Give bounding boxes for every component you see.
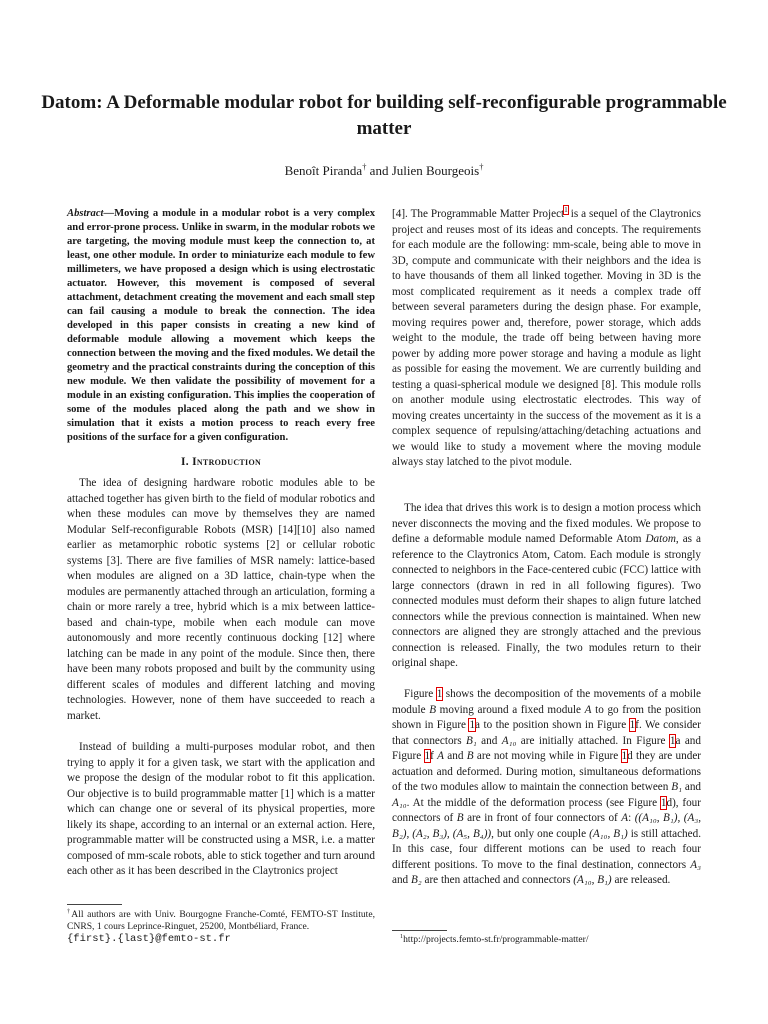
paragraph-text: a to the position shown in Figure [475, 719, 630, 731]
intro-paragraph-1: The idea of designing hardware robotic modules able to be attached together has given birth to the field of modular robotics and when these modules can move by themselves they are named Modular Self-reconfigurable Robots (MSR) [14][10] also named earlier as metamorphic robotic systems [2] or cellular robotic systems [3]. There are five families of MSR namely: lattice-based when modules are aligned on a 3D lattice, chain-type when the modules are permanently attached through an articulation, forming a chain or more rarely a tree, hybrid which is a mix between lattice-based and chain-type, mobile when each module can move autonomously and more recently continuous docking [12] where latching can be made in any point of the module. Since then, there have been many robots proposed and built by the community using different scales of modules and different latching and moving technologies. However, none of them have succeeded to reach a market. [67, 477, 375, 722]
paragraph-text: and [392, 874, 411, 886]
math-symbol: B [429, 703, 437, 716]
paragraph-text: moving around a fixed module [436, 703, 585, 716]
affiliation-text: All authors are with Univ. Bourgogne Franche-Comté, FEMTO-ST Institute, CNRS, 1 cours Leprince-Ringuet, 25200, Montbéliard, France. [67, 909, 375, 932]
paragraph-text: is still attached. In this case, four different motions can be used to reach four different positions. To move to the final destination, connectors [392, 827, 702, 871]
paragraph-text: to go from the position shown in Figure [392, 703, 702, 731]
paragraph-text: and [681, 781, 702, 793]
paragraph-text: [4]. The Programmable Matter Project [392, 208, 565, 220]
paragraph-text: f. We consider that connectors [392, 719, 701, 747]
math-symbol: A [437, 750, 444, 762]
figure-ref-link[interactable]: 1 [669, 734, 676, 747]
figure-ref-link[interactable]: 1 [621, 750, 628, 762]
paragraph-text: are not moving while in Figure [473, 750, 622, 762]
section-title: Introduction [192, 456, 262, 468]
author-separator: and [366, 163, 392, 178]
paragraph-text: d), four connectors of [392, 796, 701, 824]
affiliation-mark: † [479, 161, 484, 172]
math-symbol: B [466, 750, 474, 762]
project-url-link[interactable]: http://projects.femto-st.fr/programmable-matter/ [403, 934, 589, 945]
url-footnote [400, 934, 700, 946]
math-symbol: A [621, 812, 629, 824]
paragraph-text: Figure [404, 688, 437, 700]
abstract [67, 207, 375, 445]
paragraph-text: , as a reference to the Claytronics Atom, Catom. Each module is strongly connected to neighbors in the Face-centered cubic (FCC) lattice with large connectors (drawn in red in all following figures). Two connected modules must deform their shapes to align future latched connectors while the previous connection is maintained. When new connectors are aligned they are strongly attached and the previous connection is released. Finally, the two modules return to their original shape. [392, 533, 701, 669]
footnote-rule [392, 930, 447, 931]
figure-ref-link[interactable]: 1 [424, 750, 431, 762]
paragraph-text: a and Figure [392, 734, 701, 762]
math-expression: ((A₁₀, B₁), (A₃, B₂), (A₂, B₃), (A₅, B₄)) [392, 812, 702, 840]
footnote-link[interactable]: 1 [564, 206, 568, 215]
affiliation-footnote [67, 909, 375, 945]
paragraph-text: and [476, 734, 502, 747]
math-symbol: B₂ [410, 874, 422, 886]
paragraph-text: : [628, 812, 635, 824]
math-symbol: B [456, 812, 464, 824]
email-pattern: {first}.{last}@femto-st.fr [67, 933, 231, 945]
figure-ref-link[interactable]: 1 [436, 688, 443, 700]
math-symbol: A₃ [690, 858, 701, 871]
figure-ref-link[interactable]: 1 [660, 796, 667, 809]
author-name: Benoît Piranda [284, 163, 363, 178]
paragraph-text: are then attached and connectors [421, 874, 574, 886]
paragraph-text: f [430, 750, 438, 762]
paragraph-text: and [443, 750, 467, 762]
intro-paragraph-4 [392, 501, 701, 672]
datom-term: Datom [645, 533, 676, 545]
author-name: Julien Bourgeois [391, 163, 480, 178]
paragraph-text: is a sequel of the Claytronics project and reuses most of its ideas and concepts. The requirements for each module are the following: mm-scale, being able to move in 3D, compute and communicate with their neighbors and the idea is to have thousands of them all linked together. Moving in 3D is the most complicated requirement as it needs a complex trade off between several parameters during the design phase. For example, moving requires power and, therefore, power storage, which adds weight to the module, the trade off being between having more power by adding more power storage and having a module as light as possible for easing the movement. We are currently building and testing a quasi-spherical module we designed [8]. This module rolls on another module using electrostatic electrodes. This way of moving creates uncertainty in the success of the movement as it is a complex sequence of repulsing/attaching/detaching actuations and we would like to study a movement where the moving module always stay latched to the pivot module. [392, 208, 701, 468]
math-symbol: A₁₀ [392, 796, 407, 809]
math-symbol: A₁₀ [501, 734, 517, 747]
footnote-mark: 1 [400, 932, 404, 940]
figure-ref-link[interactable]: 1 [469, 719, 476, 731]
math-symbol: B₁ [466, 734, 477, 747]
paper-title: Datom: A Deformable modular robot for building self-reconfigurable programmable matter [41, 92, 727, 139]
footnote-rule [67, 904, 122, 905]
intro-paragraph-3 [392, 207, 701, 471]
author-line [40, 162, 728, 180]
paragraph-text: The idea that drives this work is to design a motion process which never disconnects the moving and the fixed modules. We propose to define a deformable module named Deformable Atom [392, 502, 701, 545]
abstract-dash: — [103, 208, 115, 219]
math-symbol: A [584, 703, 592, 716]
section-heading-introduction [67, 456, 375, 468]
paragraph-text: are released. [611, 874, 671, 886]
paragraph-text: . At the middle of the deformation process (see Figure [406, 796, 661, 809]
intro-paragraph-2: Instead of building a multi-purposes modular robot, and then trying to apply it for a given task, we start with the application and we propose the design of the modular robot to fit this application. Our objective is to build programmable matter [1] which is a matter which can change one or several of its physical properties, more likely its shape, according to an internal or an external action. Here, programmable matter will be constructed using a MSR, i.e. a matter composed of mm-scale robots, able to stick together and turn around each other as it has been described in the Claytronics project [67, 741, 375, 877]
paragraph-text: d they are under actuation and deformed. During motion, simultaneous deformations of the two modules allow to maintain the connection between [392, 750, 702, 793]
paragraph-text: shows the decomposition of the movements of a mobile module [392, 688, 701, 716]
footnote-mark: † [67, 907, 72, 915]
abstract-label: Abstract [67, 208, 104, 219]
paragraph-text: , but only one couple [491, 827, 590, 840]
math-symbol: B₁ [671, 781, 682, 793]
affiliation-mark: † [362, 161, 367, 172]
paragraph-text: are in front of four connectors of [463, 812, 622, 824]
math-expression: (A₁₀, B₁) [573, 874, 612, 886]
paragraph-text: are initially attached. In Figure [516, 734, 670, 747]
math-expression: (A₁₀, B₁) [589, 827, 628, 840]
section-number: I. [180, 456, 189, 468]
figure-ref-link[interactable]: 1 [629, 719, 636, 731]
intro-paragraph-5 [392, 687, 701, 889]
abstract-text: Moving a module in a modular robot is a very complex and error-prone process. Unlike in swarm, in the modular robots we are targeting, the moving module must keep the connection to, at least, one other module. In order to miniaturize each module to few millimeters, we have proposed a design which is using electrostatic actuator. However, this movement is composed of several attachment, detachment creating the movement and each small step can fail causing a module to break the connection. The idea developed in this paper consists in creating a new kind of deformable module allowing a movement which keeps the connection between the moving and the fixed modules. We detail the geometry and the practical constraints during the conception of this new module. We then validate the possibility of movement for a module in an existing configuration. This implies the cooperation of some of the modules placed along the path and we show in simulation that it exists a motion process to reach every free positions of the surface for a given configuration. [67, 208, 375, 443]
